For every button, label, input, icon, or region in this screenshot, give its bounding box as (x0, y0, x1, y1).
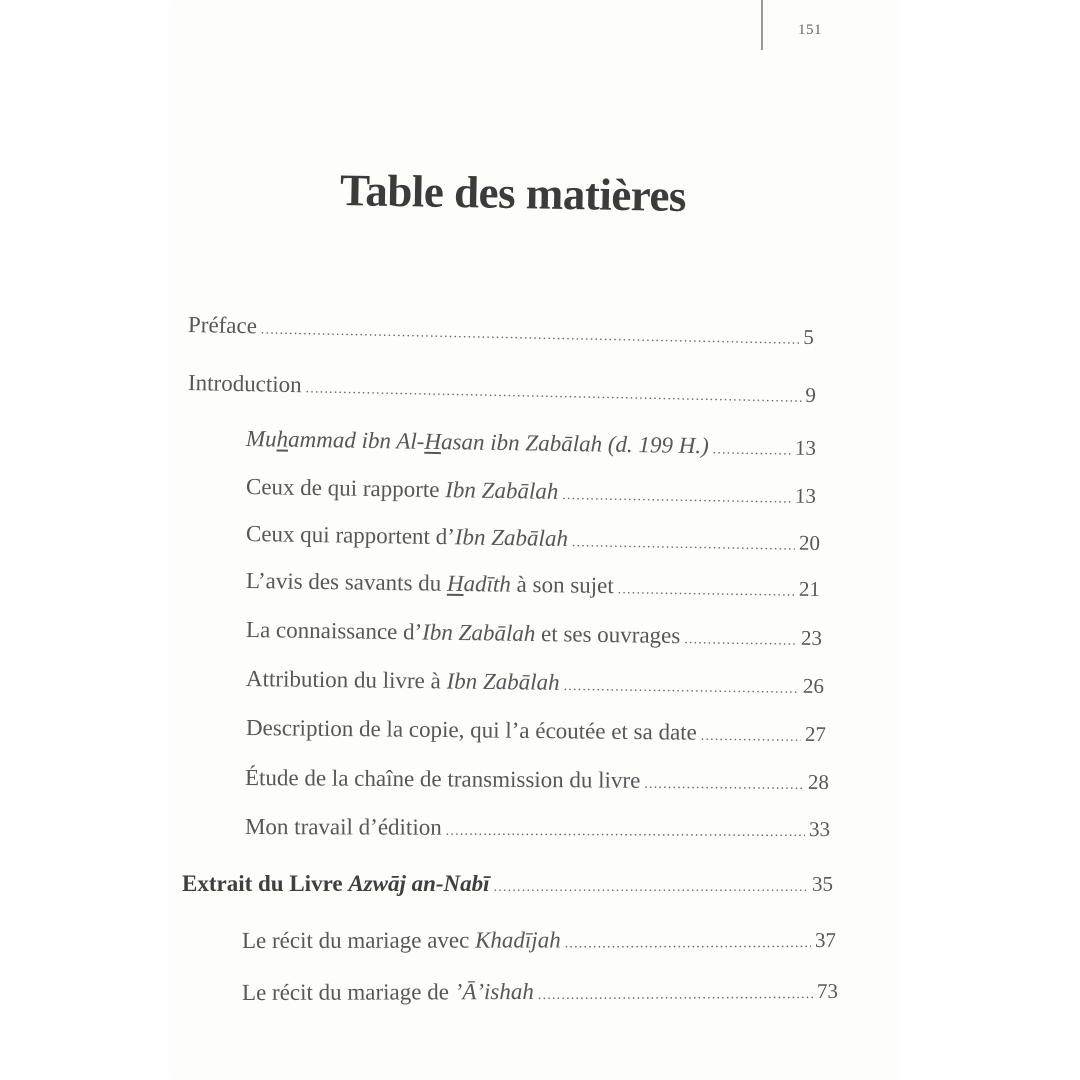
toc-label: Extrait du Livre Azwāj an-Nabī (182, 871, 490, 896)
dot-leader (713, 442, 791, 459)
toc-page: 35 (812, 872, 833, 896)
dot-leader (572, 535, 795, 555)
dot-leader (494, 880, 808, 896)
dot-leader (684, 632, 797, 650)
toc-label: La connaissance d’Ibn Zabālah et ses ouvrages (245, 617, 681, 649)
dot-leader (701, 729, 801, 746)
dot-leader (565, 936, 811, 952)
toc-label: Le récit du mariage avec Khadījah (241, 927, 561, 953)
toc-label: Introduction (187, 370, 302, 398)
toc-label: Préface (187, 312, 258, 339)
toc-entry-etude-chaine (245, 765, 829, 795)
toc-page: 73 (816, 978, 839, 1003)
toc-label: Description de la copie, qui l’a écoutée et sa date (245, 715, 697, 745)
dot-leader (644, 777, 804, 794)
toc-page: 33 (808, 816, 831, 842)
toc-entry-mariage-aishah (242, 978, 838, 1006)
toc-label: Ceux de qui rapporte Ibn Zabālah (245, 474, 559, 504)
header-rule (761, 0, 763, 50)
toc-page: 9 (805, 382, 817, 408)
dot-leader (446, 824, 805, 841)
page-number: 151 (798, 22, 822, 38)
toc-label: Étude de la chaîne de transmission du livre (244, 765, 641, 793)
toc-label: Attribution du livre à Ibn Zabālah (245, 666, 560, 695)
toc-entry-mariage-khadijah (242, 927, 836, 954)
toc-label: Muhammad ibn Al-Hasan ibn Zabālah (d. 199 H.) (245, 426, 709, 459)
page-title: Table des matières (339, 165, 687, 222)
toc-entry-mon-travail (245, 814, 830, 842)
toc-page: 37 (814, 927, 837, 952)
toc-entry-extrait-du-livre (182, 871, 833, 897)
toc-page: 13 (794, 483, 817, 508)
dot-leader (618, 582, 795, 600)
toc-page: 28 (807, 769, 830, 795)
toc-label: Le récit du mariage de ’Ā’ishah (241, 978, 534, 1005)
toc-label: Mon travail d’édition (244, 814, 442, 840)
toc-page: 5 (803, 324, 815, 350)
dot-leader (538, 987, 813, 1004)
toc-page: 21 (798, 576, 821, 602)
toc-label: Ceux qui rapportent d’Ibn Zabālah (245, 521, 569, 552)
toc-label: L’avis des savants du Hadīth à son sujet (245, 568, 614, 599)
toc-page: 13 (794, 435, 817, 460)
toc-page: 27 (804, 721, 827, 747)
dot-leader (562, 488, 791, 508)
dot-leader (564, 679, 800, 698)
toc-page: 20 (798, 530, 821, 556)
toc-page: 26 (802, 673, 825, 699)
toc-page: 23 (800, 625, 823, 651)
